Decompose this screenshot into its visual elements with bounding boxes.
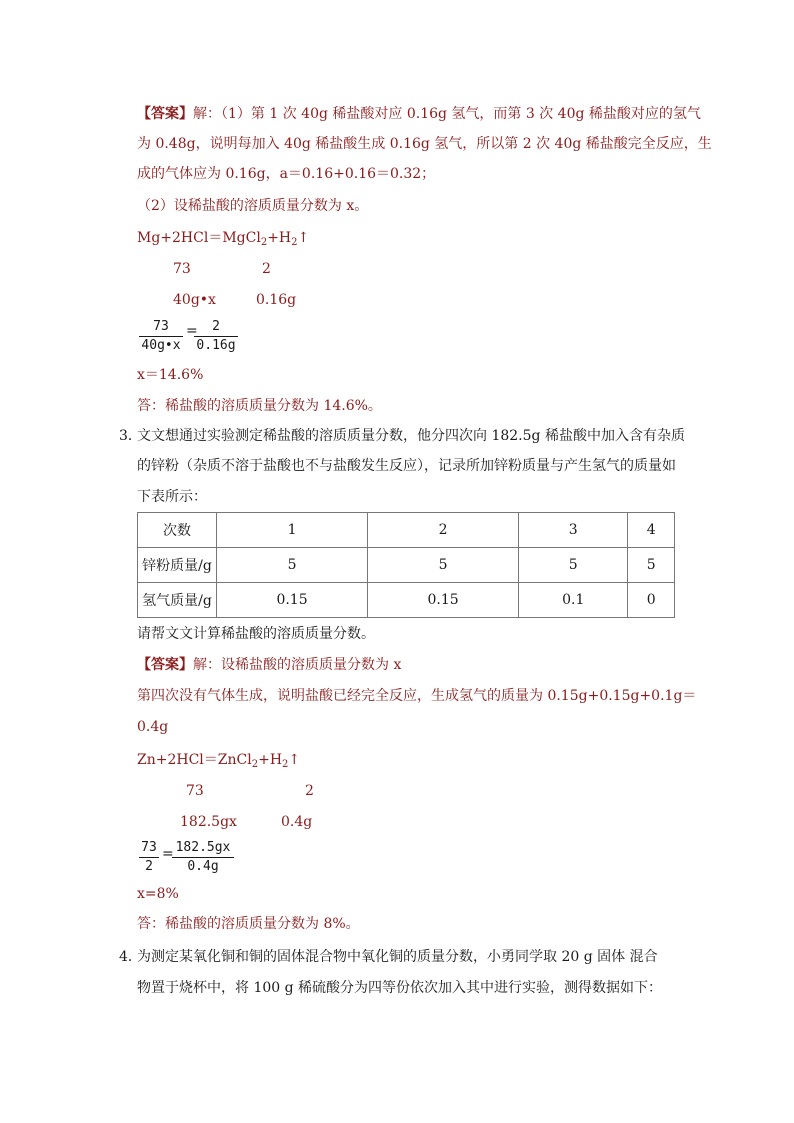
- answer-text: 解：设稀盐酸的溶质质量分数为 x: [193, 657, 402, 673]
- result-x: x＝14.6%: [137, 367, 204, 383]
- fraction-left: 73 2: [139, 839, 159, 876]
- table-cell: 0.15: [217, 583, 368, 618]
- answer-line-2: 为 0.48g，说明每加入 40g 稀盐酸生成 0.16g 氢气，所以第 2 次 40g 稀盐酸完全反应，生: [137, 136, 712, 152]
- table-cell: 5: [628, 548, 675, 583]
- question-line-1: 为测定某氧化铜和铜的固体混合物中氧化铜的质量分数，小勇同学取 20 g 固体 混合: [137, 949, 658, 965]
- table-cell: 0: [628, 583, 675, 618]
- table-cell: 3: [519, 513, 628, 548]
- answer-line-4: （2）设稀盐酸的溶质质量分数为 x。: [137, 198, 369, 214]
- table-row: [138, 583, 675, 618]
- given-mass-h2: 0.4g: [281, 814, 313, 830]
- table-cell: 次数: [138, 513, 217, 548]
- given-mass-hcl: 40g•x: [173, 292, 216, 308]
- answer-tag: 【答案】: [137, 106, 193, 122]
- table-cell: 4: [628, 513, 675, 548]
- table-cell: 2: [368, 513, 519, 548]
- table-row: [138, 513, 675, 548]
- table-cell: 0.1: [519, 583, 628, 618]
- fraction-equals: =: [186, 323, 198, 339]
- data-table: [137, 512, 675, 618]
- molar-mass-hcl: 73: [173, 261, 191, 277]
- question-prompt: 请帮文文计算稀盐酸的溶质质量分数。: [137, 626, 375, 642]
- molar-mass-h2: 2: [262, 261, 271, 277]
- final-answer: 答：稀盐酸的溶质质量分数为 8%。: [137, 916, 360, 932]
- question-line-2: 的锌粉（杂质不溶于盐酸也不与盐酸发生反应），记录所加锌粉质量与产生氢气的质量如: [137, 458, 676, 474]
- table-cell: 5: [368, 548, 519, 583]
- table-row: [138, 548, 675, 583]
- table-cell: 锌粉质量/g: [138, 548, 217, 583]
- given-mass-hcl: 182.5gx: [180, 814, 237, 830]
- chemical-equation: $Zn+2HCl=ZnCl_2+H_2↑$: [137, 752, 301, 770]
- question-number: 4．: [119, 949, 142, 965]
- result-x: x=8%: [137, 886, 179, 902]
- answer-line-3: 0.4g: [137, 719, 169, 735]
- fraction-equals: =: [162, 846, 174, 862]
- answer-line-1: [137, 104, 701, 124]
- final-answer: 答：稀盐酸的溶质质量分数为 14.6%。: [137, 398, 382, 414]
- chemical-equation: $Mg+2HCl=MgCl_2+H_2↑$: [137, 230, 310, 248]
- fraction-right: 2 0.16g: [194, 318, 238, 355]
- table-cell: 5: [217, 548, 368, 583]
- answer-line-3: 成的气体应为 0.16g，a＝0.16+0.16＝0.32；: [137, 166, 436, 182]
- answer-line-2: 第四次没有气体生成，说明盐酸已经完全反应，生成氢气的质量为 0.15g+0.15g+0.1g＝: [137, 688, 697, 704]
- question-number: 3．: [119, 428, 142, 444]
- fraction-right: 182.5gx 0.4g: [172, 839, 234, 876]
- molar-mass-h2: 2: [305, 783, 314, 799]
- fraction-left: 73 40g•x: [139, 318, 183, 355]
- question-line-3: 下表所示：: [137, 489, 207, 505]
- answer-line-1: [137, 655, 401, 675]
- table-cell: 1: [217, 513, 368, 548]
- answer-tag: 【答案】: [137, 657, 193, 673]
- table-cell: 5: [519, 548, 628, 583]
- question-line-1: 文文想通过实验测定稀盐酸的溶质质量分数，他分四次向 182.5g 稀盐酸中加入含有杂质: [137, 428, 685, 444]
- given-mass-h2: 0.16g: [256, 292, 297, 308]
- question-line-2: 物置于烧杯中，将 100 g 稀硫酸分为四等份依次加入其中进行实验，测得数据如下：: [137, 980, 663, 996]
- table-cell: 氢气质量/g: [138, 583, 217, 618]
- table-cell: 0.15: [368, 583, 519, 618]
- answer-text: 解：（1）第 1 次 40g 稀盐酸对应 0.16g 氢气，而第 3 次 40g 稀盐酸对应的氢气: [193, 106, 701, 122]
- molar-mass-hcl: 73: [186, 783, 204, 799]
